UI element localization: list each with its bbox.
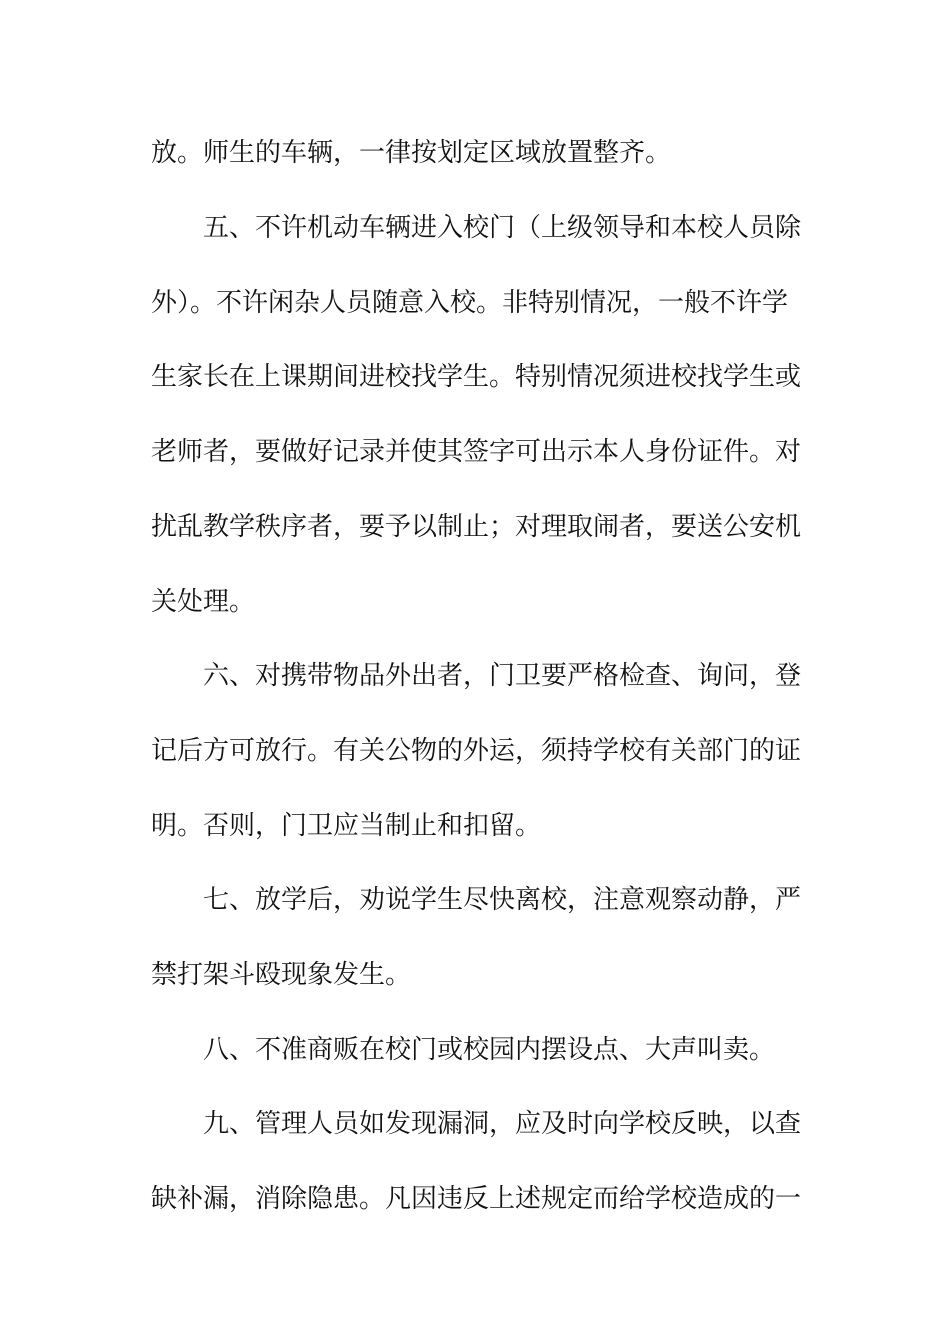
text-line-1: 放。师生的车辆，一律按划定区域放置整齐。 [151,138,672,168]
paragraph-9-line-1: 九、管理人员如发现漏洞，应及时向学校反映，以查 [203,1109,802,1139]
paragraph-5-line-1: 五、不许机动车辆进入校门（上级领导和本校人员除 [203,213,802,243]
paragraph-5-line-3: 生家长在上课期间进校找学生。特别情况须进校找学生或 [151,362,801,392]
paragraph-5-line-2: 外）。不许闲杂人员随意入校。非特别情况，一般不许学 [151,288,789,318]
paragraph-8-line-1: 八、不准商贩在校门或校园内摆设点、大声叫卖。 [203,1035,776,1065]
paragraph-7-line-2: 禁打架斗殴现象发生。 [151,960,412,990]
paragraph-7-line-1: 七、放学后，劝说学生尽快离校，注意观察动静，严 [203,885,802,915]
paragraph-5-line-4: 老师者，要做好记录并使其签字可出示本人身份证件。对 [151,437,801,467]
paragraph-5-line-6: 关处理。 [151,587,256,617]
paragraph-5-line-5: 扰乱教学秩序者，要予以制止；对理取闹者，要送公安机 [151,512,801,542]
paragraph-6-line-3: 明。否则，门卫应当制止和扣留。 [151,811,542,841]
paragraph-6-line-1: 六、对携带物品外出者，门卫要严格检查、询问，登 [203,661,802,691]
paragraph-6-line-2: 记后方可放行。有关公物的外运，须持学校有关部门的证 [151,736,801,766]
paragraph-9-line-2: 缺补漏，消除隐患。凡因违反上述规定而给学校造成的一 [151,1184,801,1214]
